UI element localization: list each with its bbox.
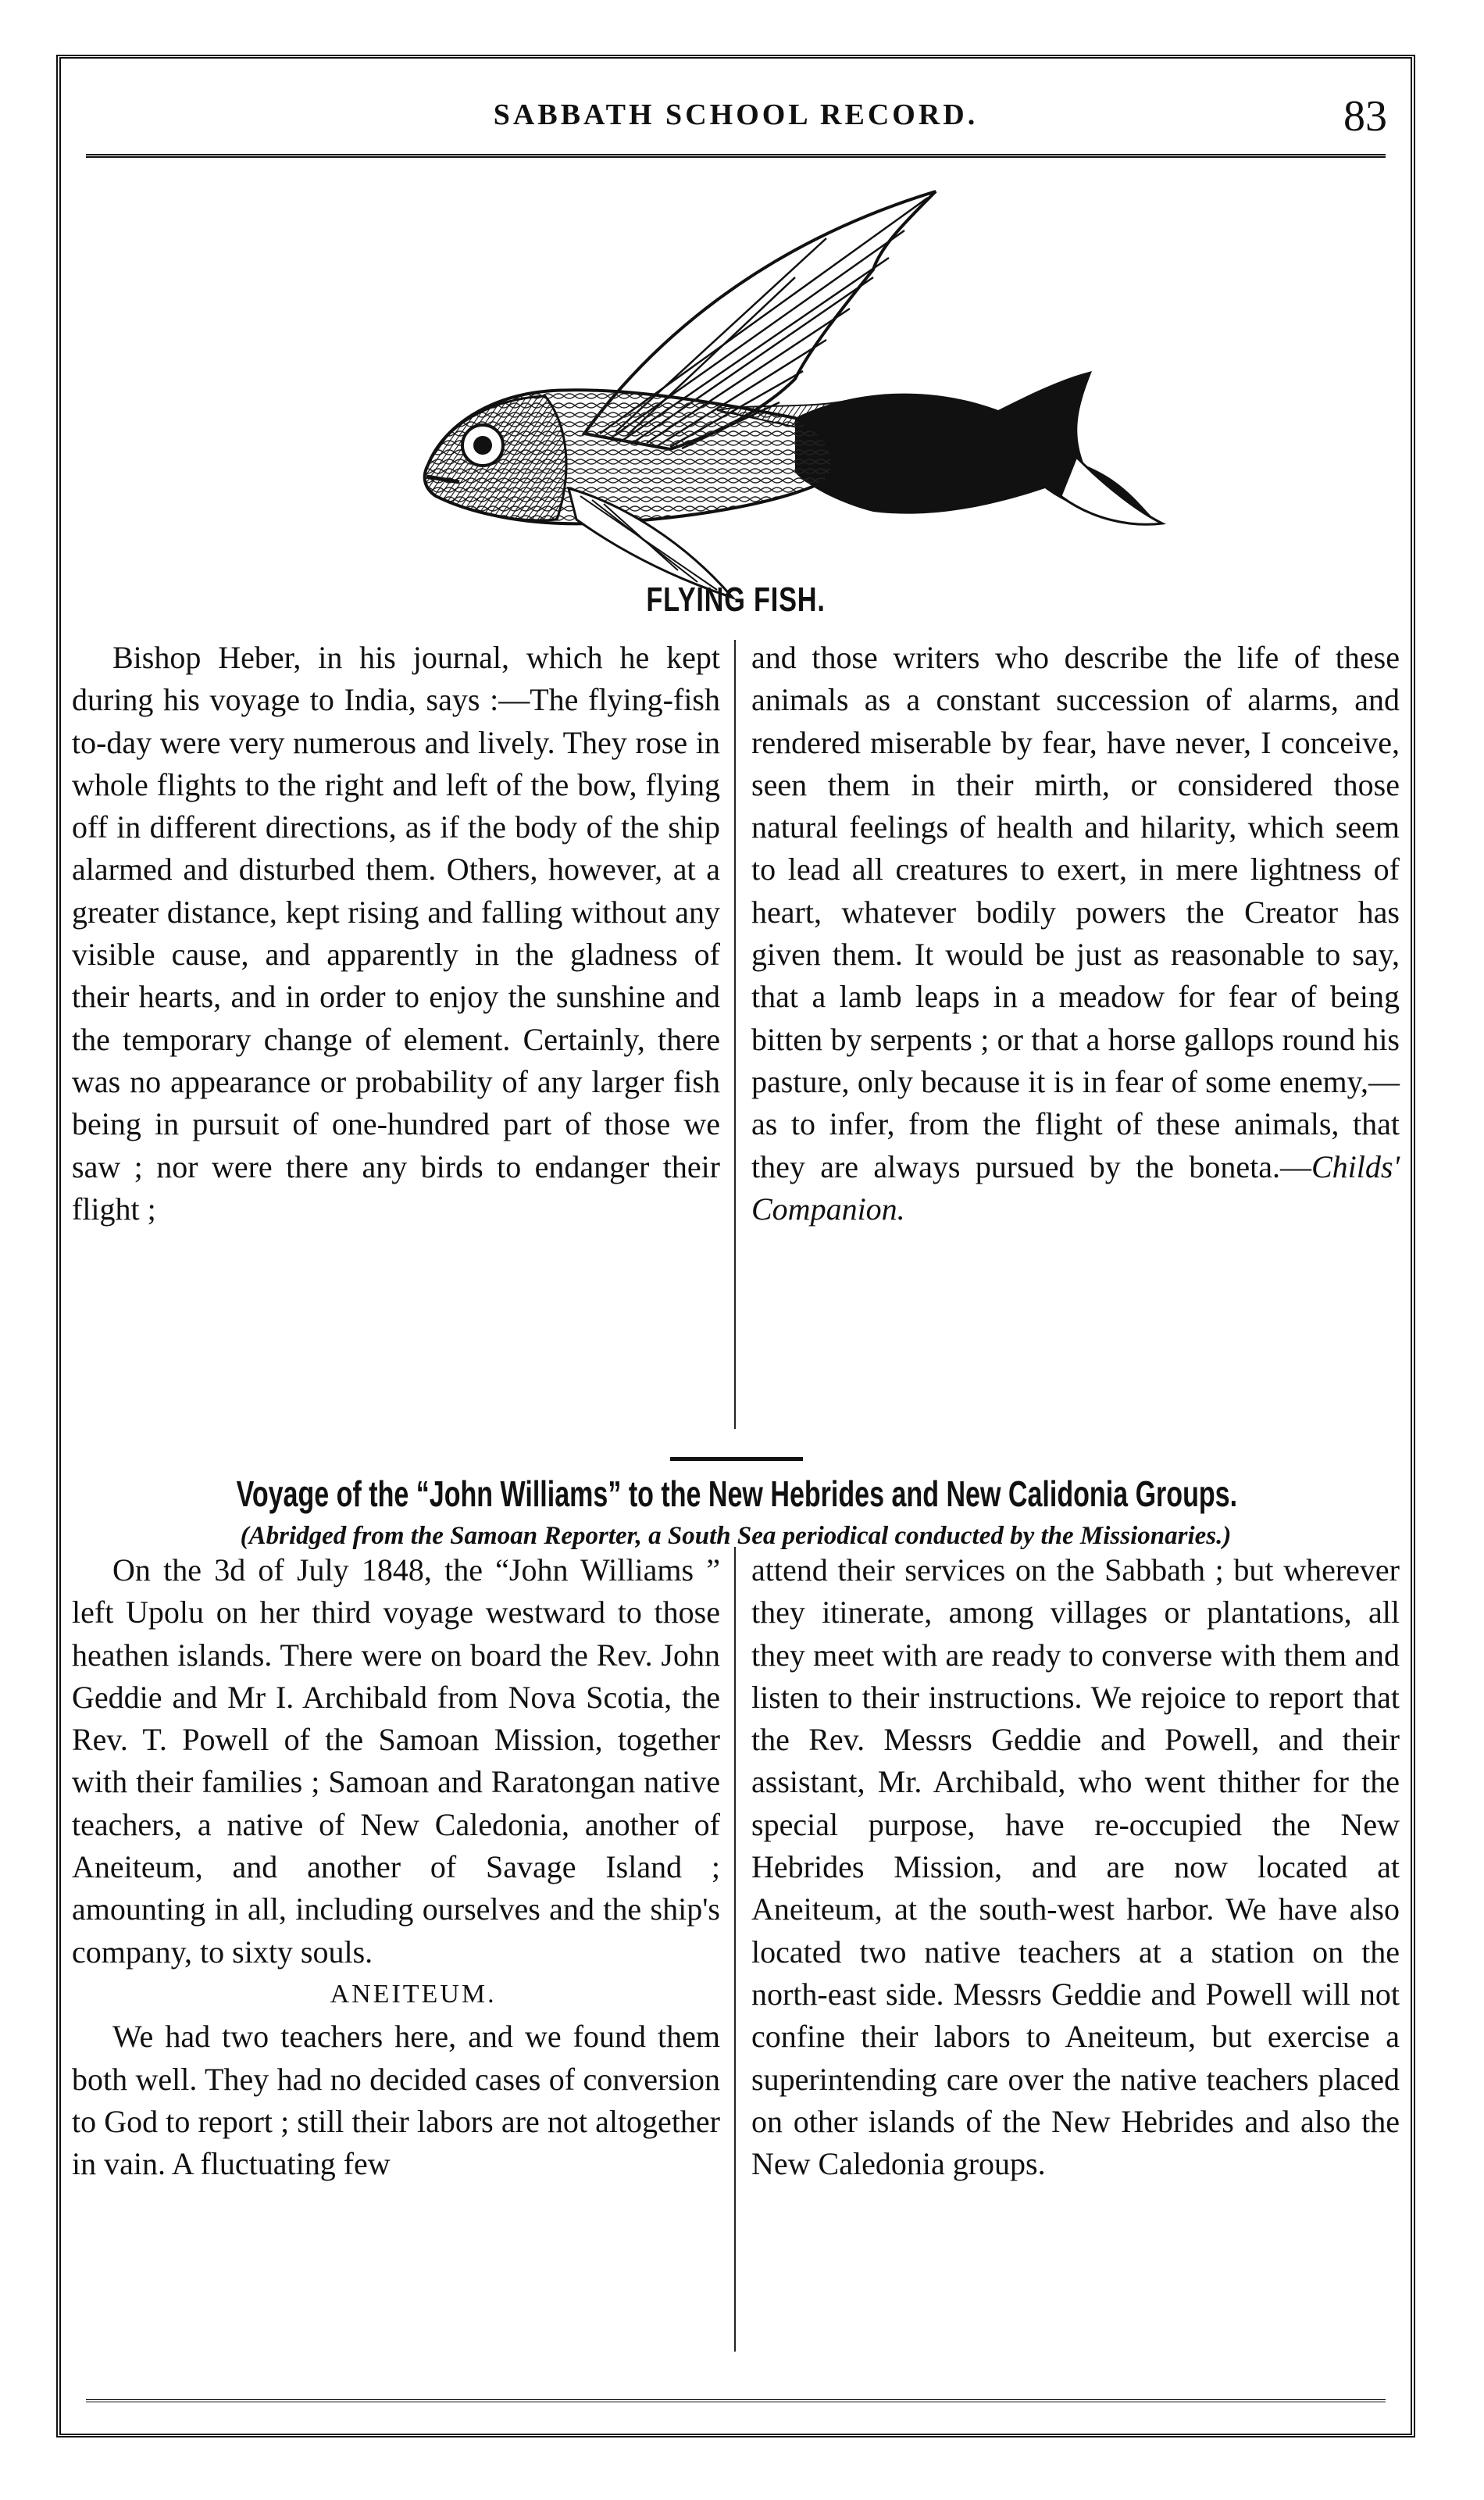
flying-fish-left-column [72,637,720,1230]
article-title-voyage: Voyage of the “John Williams” to the New Hebrides and New Calidonia Groups. [236,1473,1238,1514]
article-subtitle: (Abridged from the Samoan Reporter, a South Sea periodical conducted by the Missionaries.) [240,1522,1232,1550]
paragraph: attend their services on the Sabbath ; but wherever they itinerate, among villages or plantations, all they meet with are ready to converse with them and listen to their instructions. We rejoice to report that the Rev. Messrs Geddie and Powell, and their assistant, Mr. Archibald, who went thither for the special purpose, have re-occupied the New Hebrides Mission, and are now located at Aneiteum, at the south-west harbor. We have also located two native teachers at a station on the north-east side. Messrs Geddie and Powell will not confine their labors to Aneiteum, but exercise a superintending care over the native teachers placed on other islands of the New Hebrides and also the New Caledonia groups. [751,1552,1400,2182]
running-title: SABBATH SCHOOL RECORD. [493,98,979,131]
paragraph-text: and those writers who describe the life of these animals as a constant succession of alarms, and rendered miserable by fear, have never, I conceive, seen them in their mirth, or considered those natural feelings of health and hilarity, which seem to lead all creatures to exert, in mere lightness of heart, whatever bodily powers the Creator has given them. It would be just as reasonable to say, that a lamb leaps in a meadow for fear of being bitten by serpents ; or that a horse gallops round his pasture, only because it is in fear of some enemy,—as to infer, from the flight of these animals, that they are always pursued by the boneta.— [751,640,1400,1184]
flying-fish-icon [389,176,1170,613]
running-head [61,91,1411,146]
page-number: 83 [1343,92,1387,141]
footer-rule [86,2399,1386,2402]
flying-fish-right-column [751,637,1400,1230]
paragraph: Bishop Heber, in his journal, which he kept during his voyage to India, says :—The flying-fish to-day were very numerous and lively. They rose in whole flights to the right and left of the bow, flying off in different directions, as if the body of the ship alarmed and disturbed them. Others, however, at a greater distance, kept rising and falling without any visible cause, and apparently in the gladness of their hearts, and in order to enjoy the sunshine and the temporary change of element. Certainly, there was no appearance or probability of any larger fish being in pursuit of one-hundred part of those we saw ; nor were there any birds to endanger their flight ; [72,640,720,1227]
section-separator [670,1457,803,1461]
column-divider [734,640,736,1429]
paragraph [751,637,1400,1230]
paragraph: On the 3d of July 1848, the “John Williams ” left Upolu on her third voyage westward to those heathen islands. There were on board the Rev. John Geddie and Mr I. Archibald from Nova Scotia, the Rev. T. Powell of the Samoan Mission, together with their families ; Samoan and Raratongan native teachers, a native of New Caledonia, another of Aneiteum, and another of Savage Island ; amounting in all, including ourselves and the ship's company, to sixty souls. [72,1552,720,1970]
source-citation: Childs' Companion. [751,1148,1400,1227]
voyage-right-column [751,1549,1400,2185]
voyage-left-column [72,1549,720,2185]
column-divider [734,1547,736,2352]
article-title-flying-fish: FLYING FISH. [646,580,826,619]
paragraph: We had two teachers here, and we found them both well. They had no decided cases of conversion to God to report ; still their labors are not altogether in vain. A fluctuating few [72,2019,720,2182]
page-frame [56,55,1415,2438]
header-rule [86,154,1386,158]
section-heading: ANEITEUM. [330,1979,497,2009]
